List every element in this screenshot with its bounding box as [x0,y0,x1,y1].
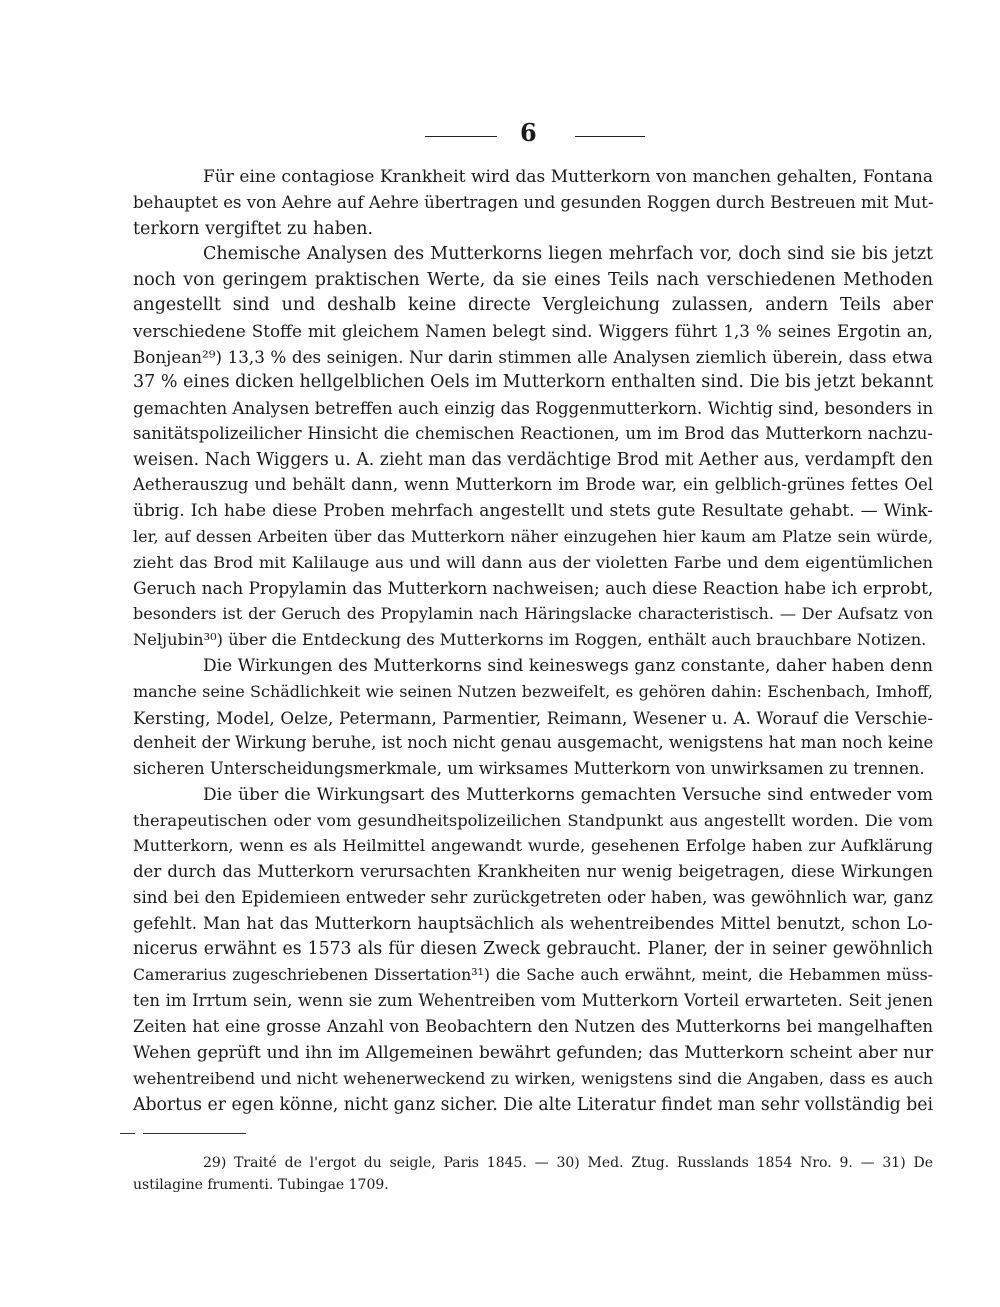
text-line: angestellt sind und deshalb keine directe Vergleichung zulassen, andern Teils aber [133,295,933,315]
text-line: Mutterkorn, wenn es als Heilmittel angewandt wurde, gesehenen Erfolge haben zur Aufklärung [133,836,933,855]
text-line: denheit der Wirkung beruhe, ist noch nicht genau ausgemacht, wenigstens hat man noch keine [133,733,934,752]
text-line: gefehlt. Man hat das Mutterkorn hauptsächlich als wehentreibendes Mittel benutzt, schon Lo- [133,914,933,933]
text-line: behauptet es von Aehre auf Aehre übertragen und gesunden Roggen durch Bestreuen mit Mut- [133,193,934,212]
text-line: noch von geringem praktischen Werte, da sie eines Teils nach verschiedenen Methoden [133,270,933,290]
text-line: terkorn vergiftet zu haben. [133,219,374,239]
text-line: ler, auf dessen Arbeiten über das Mutterkorn näher einzugehen hier kaum am Platze sein würde, [133,527,933,546]
text-line: Neljubin³⁰) über die Entdeckung des Mutterkorns im Roggen, enthält auch brauchbare Notizen. [133,630,927,649]
text-line: manche seine Schädlichkeit wie seinen Nutzen bezweifelt, es gehören dahin: Eschenbach, Imhoff, [133,682,933,701]
text-line: Chemische Analysen des Mutterkorns liegen mehrfach vor, doch sind sie bis jetzt [203,244,933,264]
text-line: Aetherauszug und behält dann, wenn Mutterkorn im Brode war, ein gelblich-grünes fettes Oel [133,475,933,494]
text-line: sicheren Unterscheidungsmerkmale, um wirksames Mutterkorn von unwirksamen zu trennen. [133,759,925,778]
text-line: nicerus erwähnt es 1573 als für diesen Zweck gebraucht. Planer, der in seiner gewöhnlich [133,939,933,959]
text-line: weisen. Nach Wiggers u. A. zieht man das verdächtige Brod mit Aether aus, verdampft den [133,450,933,470]
text-line: Zeiten hat eine grosse Anzahl von Beobachtern den Nutzen des Mutterkorns bei mangelhaften [133,1017,933,1036]
text-line: 37 % eines dicken hellgelblichen Oels im Mutterkorn enthalten sind. Die bis jetzt bekannt [133,372,934,392]
text-line: wehentreibend und nicht wehenerweckend zu wirken, wenigstens sind die Angaben, dass es auch [133,1069,933,1088]
text-line: Die Wirkungen des Mutterkorns sind keineswegs ganz constante, daher haben denn [203,656,933,676]
text-line: Wehen geprüft und ihn im Allgemeinen bewährt gefunden; das Mutterkorn scheint aber nur [133,1043,933,1063]
text-line: sind bei den Epidemieen entweder sehr zurückgetreten oder haben, was gewöhnlich war, ganz [133,888,933,907]
text-line: der durch das Mutterkorn verursachten Krankheiten nur wenig beigetragen, diese Wirkungen [133,862,933,881]
text-line: Abortus er egen könne, nicht ganz sicher. Die alte Literatur findet man sehr vollständig bei [133,1095,933,1115]
text-line: Für eine contagiose Krankheit wird das Mutterkorn von manchen gehalten, Fontana [203,167,933,187]
text-line: zieht das Brod mit Kalilauge aus und will dann aus der violetten Farbe und dem eigentümlichen [133,553,933,572]
text-line: Die über die Wirkungsart des Mutterkorns gemachten Versuche sind entweder vom [203,785,933,805]
footnote-rule [120,1133,135,1134]
text-line: Camerarius zugeschriebenen Dissertation³¹) die Sache auch erwähnt, meint, die Hebammen müss- [133,965,933,984]
text-line: verschiedene Stoffe mit gleichem Namen belegt sind. Wiggers führt 1,3 % seines Ergotin an, [133,321,933,341]
header-rule-right [575,136,645,137]
text-line: ten im Irrtum sein, wenn sie zum Wehentreiben vom Mutterkorn Vorteil erwarteten. Seit jenen [133,991,933,1010]
page-number: 6 [520,118,537,147]
footnote-line: ustilagine frumenti. Tubingae 1709. [133,1177,389,1193]
header-rule-left [425,136,497,137]
text-line: besonders ist der Geruch des Propylamin nach Häringslacke characteristisch. — Der Aufsatz von [133,604,933,623]
text-line: Kersting, Model, Oelze, Petermann, Parmentier, Reimann, Wesener u. A. Worauf die Verschie- [133,708,933,728]
footnote-rule [143,1133,246,1134]
text-line: übrig. Ich habe diese Proben mehrfach angestellt und stets gute Resultate gehabt. — Wink- [133,501,933,521]
footnote-line: 29) Traité de l'ergot du seigle, Paris 1845. — 30) Med. Ztug. Russlands 1854 Nro. 9. — 31) De [203,1155,933,1171]
text-line: gemachten Analysen betreffen auch einzig das Roggenmutterkorn. Wichtig sind, besonders in [133,398,934,418]
text-line: Geruch nach Propylamin das Mutterkorn nachweisen; auch diese Reaction habe ich erprobt, [133,579,934,599]
text-line: Bonjean²⁹) 13,3 % des seinigen. Nur darin stimmen alle Analysen ziemlich überein, dass etwa [133,347,933,367]
text-line: sanitätspolizeilicher Hinsicht die chemischen Reactionen, um im Brod das Mutterkorn nachzu- [133,424,933,443]
page-header [0,118,1000,158]
text-line: therapeutischen oder vom gesundheitspolizeilichen Standpunkt aus angestellt worden. Die vom [133,811,933,830]
